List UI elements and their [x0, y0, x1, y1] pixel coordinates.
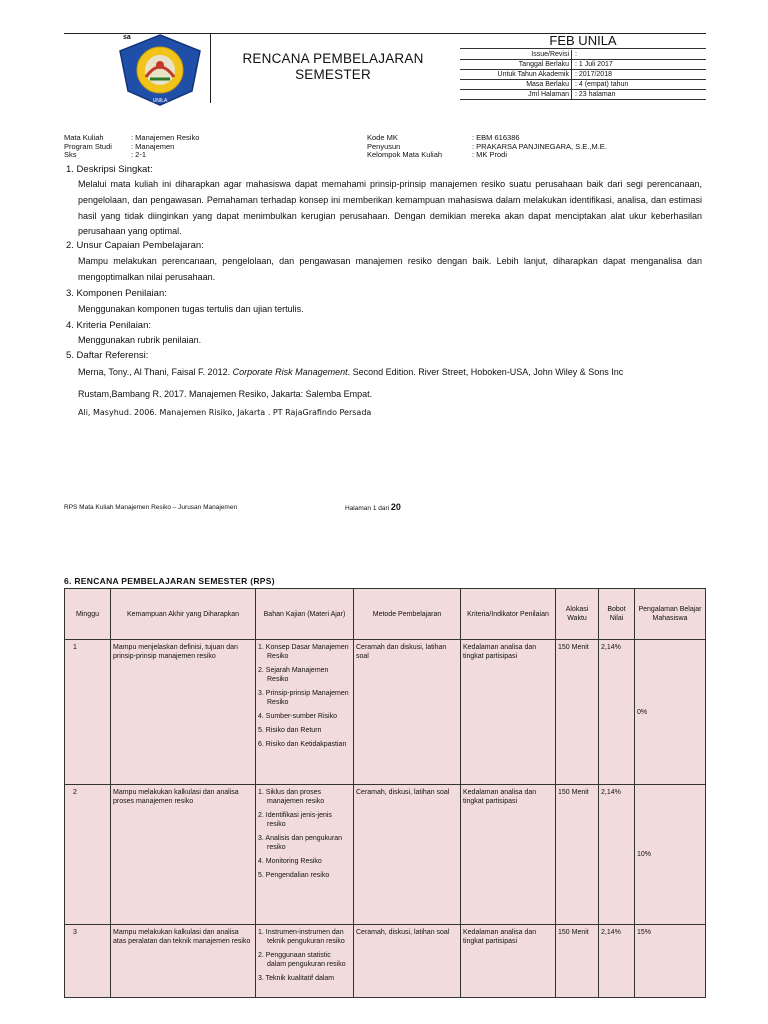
bahan-list — [258, 928, 351, 983]
header-pengalaman: Pengalaman Belajar Mahasiswa — [635, 589, 706, 640]
table-row — [65, 925, 706, 998]
course-info-row — [64, 151, 199, 160]
course-info-value: : Manajemen — [131, 141, 175, 151]
course-info-value: : EBM 616386 — [472, 133, 520, 142]
bahan-item: 1. Siklus dan proses manajemen resiko — [258, 789, 325, 805]
header-bahan: Bahan Kajian (Materi Ajar) — [256, 589, 354, 640]
course-info-left — [64, 134, 199, 160]
meta-key: Masa Berlaku — [460, 80, 572, 90]
course-info-value: : Manajemen Resiko — [131, 133, 200, 142]
cell-pengalaman: 10% — [635, 785, 706, 925]
bahan-item: 2. Sejarah Manajemen Resiko — [258, 667, 329, 683]
section-1-heading: 1. Deskripsi Singkat: — [66, 164, 153, 175]
cell-kemampuan: Mampu melakukan kalkulasi dan analisa proses manajemen resiko — [111, 785, 256, 925]
section-2-heading: 2. Unsur Capaian Pembelajaran: — [66, 240, 204, 251]
title-line-1: RENCANA PEMBELAJARAN — [242, 51, 424, 66]
bahan-item: 2. Penggunaan statistic dalam pengukuran resiko — [258, 952, 346, 968]
meta-row — [460, 80, 706, 90]
bahan-item: 4. Monitoring Resiko — [258, 858, 322, 865]
rps-title: 6. RENCANA PEMBELAJARAN SEMESTER (RPS) — [64, 576, 275, 586]
header-alokasi: Alokasi Waktu — [556, 589, 599, 640]
cell-minggu: 2 — [65, 785, 111, 925]
cell-kriteria: Kedalaman analisa dan tingkat partisipasi — [461, 640, 556, 785]
bahan-item: 3. Teknik kualitatif dalam — [258, 975, 335, 982]
course-info-value: : MK Prodi — [472, 150, 508, 159]
cell-bobot: 2,14% — [599, 785, 635, 925]
footer-page-number: 1 — [372, 505, 377, 512]
footer-page-total: 20 — [390, 502, 401, 512]
section-3-text: Menggunakan komponen tugas tertulis dan ujian tertulis. — [78, 304, 304, 314]
course-info-value: : PRAKARSA PANJINEGARA, S.E.,M.E. — [472, 141, 607, 151]
section-1-text: Melalui mata kuliah ini diharapkan agar mahasiswa dapat memahami prinsip-prinsip manajemen resiko suatu perusahaan baik dari segi perencanaan, pengelolaan, dan pengawasan. Pemahaman terhadap konsep ini memberikan kemampuan mahasiswa dalam melakukan identifikasi, analisa, dan estimasi hasil yang tidak diinginkan yang dapat menimbulkan kerugian perusahaan. Dengan demikian mereka akan dapat menciptakan alat ukur keberhasilan perusahaan yang optimal. — [78, 179, 702, 237]
cell-metode: Ceramah dan diskusi, latihan soal — [354, 640, 461, 785]
university-logo — [116, 33, 204, 107]
cell-kriteria: Kedalaman analisa dan tingkat partisipasi — [461, 785, 556, 925]
rps-table — [64, 588, 706, 998]
section-3-heading: 3. Komponen Penilaian: — [66, 288, 167, 299]
meta-value: : — [572, 50, 707, 60]
footer-page-prefix: Halaman — [345, 505, 373, 512]
header-minggu: Minggu — [65, 589, 111, 640]
meta-value: : 4 (empat) tahun — [572, 80, 707, 90]
reference-2: Rustam,Bambang R. 2017. Manajemen Resiko, Jakarta: Salemba Empat. — [78, 389, 373, 399]
meta-row — [460, 50, 706, 60]
bahan-list — [258, 643, 351, 749]
section-4-text: Menggunakan rubrik penilaian. — [78, 335, 202, 345]
cell-kriteria: Kedalaman analisa dan tingkat partisipasi — [461, 925, 556, 998]
meta-value: : 2017/2018 — [572, 70, 707, 80]
reference-1 — [78, 366, 623, 378]
footer-page-mid: dari — [376, 505, 391, 512]
bahan-item: 4. Sumber-sumber Risiko — [258, 713, 337, 720]
meta-key: Jml Halaman — [460, 90, 572, 100]
bahan-item: 6. Risiko dan Ketidakpastian — [258, 741, 347, 748]
svg-text:UNILA: UNILA — [152, 98, 168, 104]
cell-bobot: 2,14% — [599, 925, 635, 998]
meta-row — [460, 70, 706, 80]
header-metode: Metode Pembelajaran — [354, 589, 461, 640]
header-divider — [210, 33, 211, 103]
meta-value: : 1 Juli 2017 — [572, 60, 707, 70]
course-info-key: Mata Kuliah — [64, 133, 104, 142]
cell-bobot: 2,14% — [599, 640, 635, 785]
bahan-item: 3. Analisis dan pengukuran resiko — [258, 835, 343, 851]
cell-metode: Ceramah, diskusi, latihan soal — [354, 925, 461, 998]
course-info-value: : 2-1 — [131, 150, 147, 159]
bahan-clip — [258, 928, 351, 994]
cell-kemampuan: Mampu melakukan kalkulasi dan analisa atas peralatan dan teknik manajemen resiko — [111, 925, 256, 998]
bahan-item: 1. Konsep Dasar Manajemen Resiko — [258, 644, 349, 660]
reference-3: Ali, Masyhud. 2006. Manajemen Risiko, Jakarta . PT RajaGrafindo Persada — [78, 408, 372, 417]
reference-1-publisher: . Second Edition. River Street, Hoboken-USA, John Wiley & Sons Inc — [347, 367, 624, 377]
course-info-key: Kelompok Mata Kuliah — [367, 150, 443, 159]
document-title — [225, 51, 441, 83]
meta-value: : 23 halaman — [572, 90, 707, 100]
cell-alokasi: 150 Menit — [556, 925, 599, 998]
meta-key: Tanggal Berlaku — [460, 60, 572, 70]
course-info-key: Program Studi — [64, 141, 112, 151]
meta-row — [460, 60, 706, 70]
reference-1-title: Corporate Risk Management — [232, 367, 348, 377]
bahan-item: 1. Instrumen-instrumen dan teknik pengukuran resiko — [258, 929, 345, 945]
faculty-name: FEB UNILA — [549, 33, 617, 48]
document-meta-table — [460, 50, 706, 100]
course-info-right — [367, 134, 607, 160]
cell-kemampuan: Mampu menjelaskan definisi, tujuan dan prinsip-prinsip manajemen resiko — [111, 640, 256, 785]
meta-row — [460, 90, 706, 100]
section-4-heading: 4. Kriteria Penilaian: — [66, 320, 152, 331]
cell-alokasi: 150 Menit — [556, 640, 599, 785]
cell-alokasi: 150 Menit — [556, 785, 599, 925]
cell-pengalaman: 0% — [635, 640, 706, 785]
cell-minggu: 1 — [65, 640, 111, 785]
title-line-2: SEMESTER — [295, 67, 371, 82]
cell-bahan — [256, 785, 354, 925]
header-kemampuan: Kemampuan Akhir yang Diharapkan — [111, 589, 256, 640]
rps-header-row — [65, 589, 706, 640]
bahan-item: 3. Prinsip-prinsip Manajemen Resiko — [258, 690, 349, 706]
header-kriteria: Kriteria/Indikator Penilaian — [461, 589, 556, 640]
course-info-key: Penyusun — [367, 141, 401, 151]
cell-minggu: 3 — [65, 925, 111, 998]
cell-pengalaman: 15% — [635, 925, 706, 998]
course-info-row — [367, 151, 607, 160]
course-info-key: Kode MK — [367, 133, 398, 142]
bahan-item: 2. Identifikasi jenis-jenis resiko — [258, 812, 332, 828]
cell-bahan — [256, 925, 354, 998]
meta-key: Untuk Tahun Akademik — [460, 70, 572, 80]
meta-key: Issue/Revisi — [460, 50, 572, 60]
footer-page — [345, 502, 401, 512]
cell-bahan — [256, 640, 354, 785]
cell-metode: Ceramah, diskusi, latihan soal — [354, 785, 461, 925]
table-row — [65, 640, 706, 785]
section-2-text: Mampu melakukan perencanaan, pengelolaan, dan pengawasan manajemen resiko dengan baik. Lebih lanjut, diharapkan dapat menganalisa dan mengoptimalkan nilai perusahaan. — [78, 256, 702, 282]
bahan-list — [258, 788, 351, 880]
logo-tag: sa — [123, 34, 131, 41]
header-bobot: Bobot Nilai — [599, 589, 635, 640]
reference-1-authors: Merna, Tony., Al Thani, Faisal F. 2012. — [78, 367, 233, 377]
bahan-item: 5. Pengendalian resiko — [258, 872, 330, 879]
faculty-rule — [460, 48, 706, 49]
section-5-heading: 5. Daftar Referensi: — [66, 350, 149, 361]
course-info-key: Sks — [64, 150, 77, 159]
footer-course: RPS Mata Kuliah Manajemen Resiko – Jurusan Manajemen — [64, 504, 238, 511]
table-row — [65, 785, 706, 925]
bahan-item: 5. Risiko dan Return — [258, 727, 322, 734]
